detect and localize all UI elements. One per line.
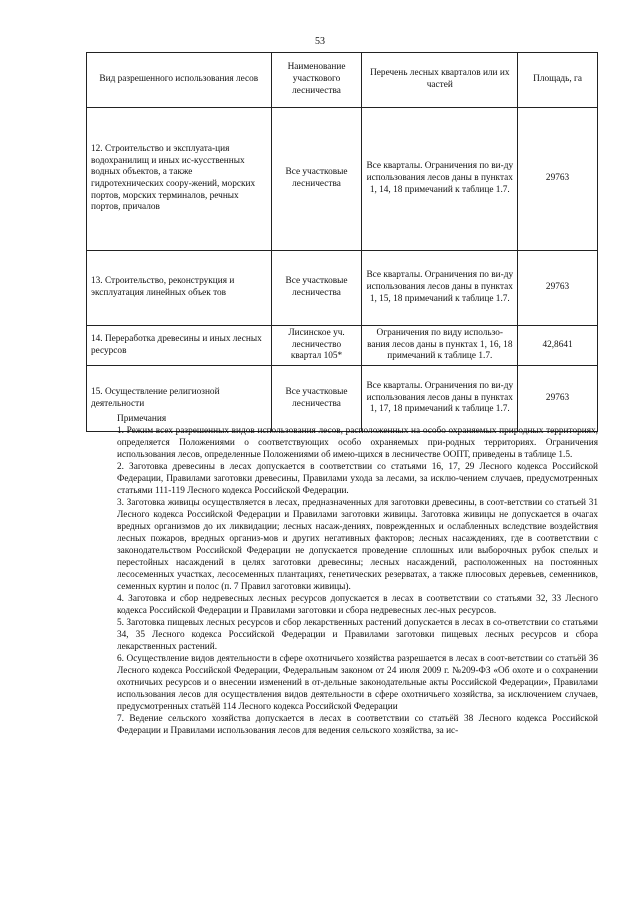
cell-forestry: Лисинское уч. лесничество квартал 105*: [271, 326, 362, 366]
notes-section: [117, 414, 598, 738]
cell-area: 29763: [518, 251, 598, 326]
note-item: 2. Заготовка древесины в лесах допускается в соответствии со статьями 16, 17, 29 Лесного кодекса Российской Федерации, Правилами заготовки древесины, Правилами ухода за лесами, за исклю-чением случаев, предусмотренных статьями 111-119 Лесного кодекса Российской Федерации.: [117, 461, 598, 496]
table-row: [87, 326, 598, 366]
note-item: 7. Ведение сельского хозяйства допускается в лесах в соответствии со статьёй 38 Лесного кодекса Российской Федерации и Правилами использования лесов для ведения сельского хозяйства, за ис-: [117, 713, 598, 736]
notes-title: Примечания: [117, 414, 167, 424]
note-item: 5. Заготовка пищевых лесных ресурсов и сбор лекарственных растений допускается в лесах в со-ответствии со статьями 34, 35 Лесного кодекса Российской Федерации и Правилами заготовки пищевых лесных ресурсов и сбора лекарственных растений.: [117, 617, 598, 652]
forest-use-table: [86, 52, 598, 432]
cell-quarters: Все кварталы. Ограничения по ви-ду использования лесов даны в пунктах 1, 14, 18 примечаний к таблице 1.7.: [362, 108, 518, 251]
header-area: Площадь, га: [518, 53, 598, 108]
cell-area: 42,8641: [518, 326, 598, 366]
cell-use-type: 13. Строительство, реконструкция и эксплуатация линейных объек тов: [87, 251, 272, 326]
table-row: [87, 108, 598, 251]
cell-forestry: Все участковые лесничества: [271, 251, 362, 326]
cell-quarters: Все кварталы. Ограничения по ви-ду использования лесов даны в пунктах 1, 17, 18 примечаний к таблице 1.7.: [362, 366, 518, 432]
cell-quarters: Все кварталы. Ограничения по ви-ду использования лесов даны в пунктах 1, 15, 18 примечаний к таблице 1.7.: [362, 251, 518, 326]
table-header-row: [87, 53, 598, 108]
cell-forestry: Все участковые лесничества: [271, 108, 362, 251]
cell-use-type: 15. Осуществление религиозной деятельности: [87, 366, 272, 432]
note-item: 6. Осуществление видов деятельности в сфере охотничьего хозяйства разрешается в лесах в соот-ветствии со статьёй 36 Лесного кодекса Российской Федерации, Федеральным законом от 24 июля 2009 г. №209-ФЗ «Об охоте и о сохранении охотничьих ресурсов и о внесении изменений в от-дельные законодательные акты Российской Федерации», Правилами использования лесов для осуществления видов деятельности в сфере охотничьего хозяйства, за исключением случаев, предусмотренных статьёй 114 Лесного кодекса Российской Федерации: [117, 653, 598, 712]
header-use-type: Вид разрешенного использования лесов: [87, 53, 272, 108]
header-forestry: Наименование участкового лесничества: [271, 53, 362, 108]
cell-area: 29763: [518, 108, 598, 251]
header-quarters: Перечень лесных кварталов или их частей: [362, 53, 518, 108]
note-item: 3. Заготовка живицы осуществляется в лесах, предназначенных для заготовки древесины, в соот-ветствии со статьей 31 Лесного кодекса Российской Федерации и Правилами заготовки живицы. Заготовка живицы не допускается в очагах вредных организмов до их ликвидации; лесных насаж-дениях, поврежденных и ослабленных вследствие воздействия лесных пожаров, вредных организ-мов и других негативных факторов; лесных насаждениях, где в соответствии с законодательством Российской Федерации не допускается проведение сплошных или выборочных рубок спелых и перестойных насаждений в целях заготовки древесины; лесных насаждений, расположенных на постоянных лесосеменных участках, лесосеменных плантациях, генетических резерватах, а также плюсовых деревьев, семенников, семенных куртин и полос (п. 7 Правил заготовки живицы).: [117, 497, 598, 592]
cell-forestry: Все участковые лесничества: [271, 366, 362, 432]
cell-area: 29763: [518, 366, 598, 432]
note-item: 4. Заготовка и сбор недревесных лесных ресурсов допускается в лесах в соответствии со статьями 32, 33 Лесного кодекса Российской Федерации и Правилами заготовки и сбора недревесных лес-ных ресурсов.: [117, 593, 598, 616]
cell-quarters: Ограничения по виду использо-вания лесов даны в пунктах 1, 16, 18 примечаний к таблице 1.7.: [362, 326, 518, 366]
table-row: [87, 251, 598, 326]
cell-use-type: 14. Переработка древесины и иных лесных ресурсов: [87, 326, 272, 366]
note-item: 1. Режим всех разрешенных видов использования лесов, расположенных на особо охраняемых природных территориях, определяется Положениями о соответствующих особо охраняемых при-родных территориях. Ограничения использования лесов, определенные Положениями об имею-щихся в лесничестве ООПТ, приведены в таблице 1.5.: [117, 425, 598, 460]
cell-use-type: 12. Строительство и эксплуата-ция водохранилищ и иных ис-кусственных водных объектов, а также гидротехнических соору-жений, морских портов, морских терминалов, речных портов, причалов: [87, 108, 272, 251]
page-number: 53: [315, 36, 325, 47]
